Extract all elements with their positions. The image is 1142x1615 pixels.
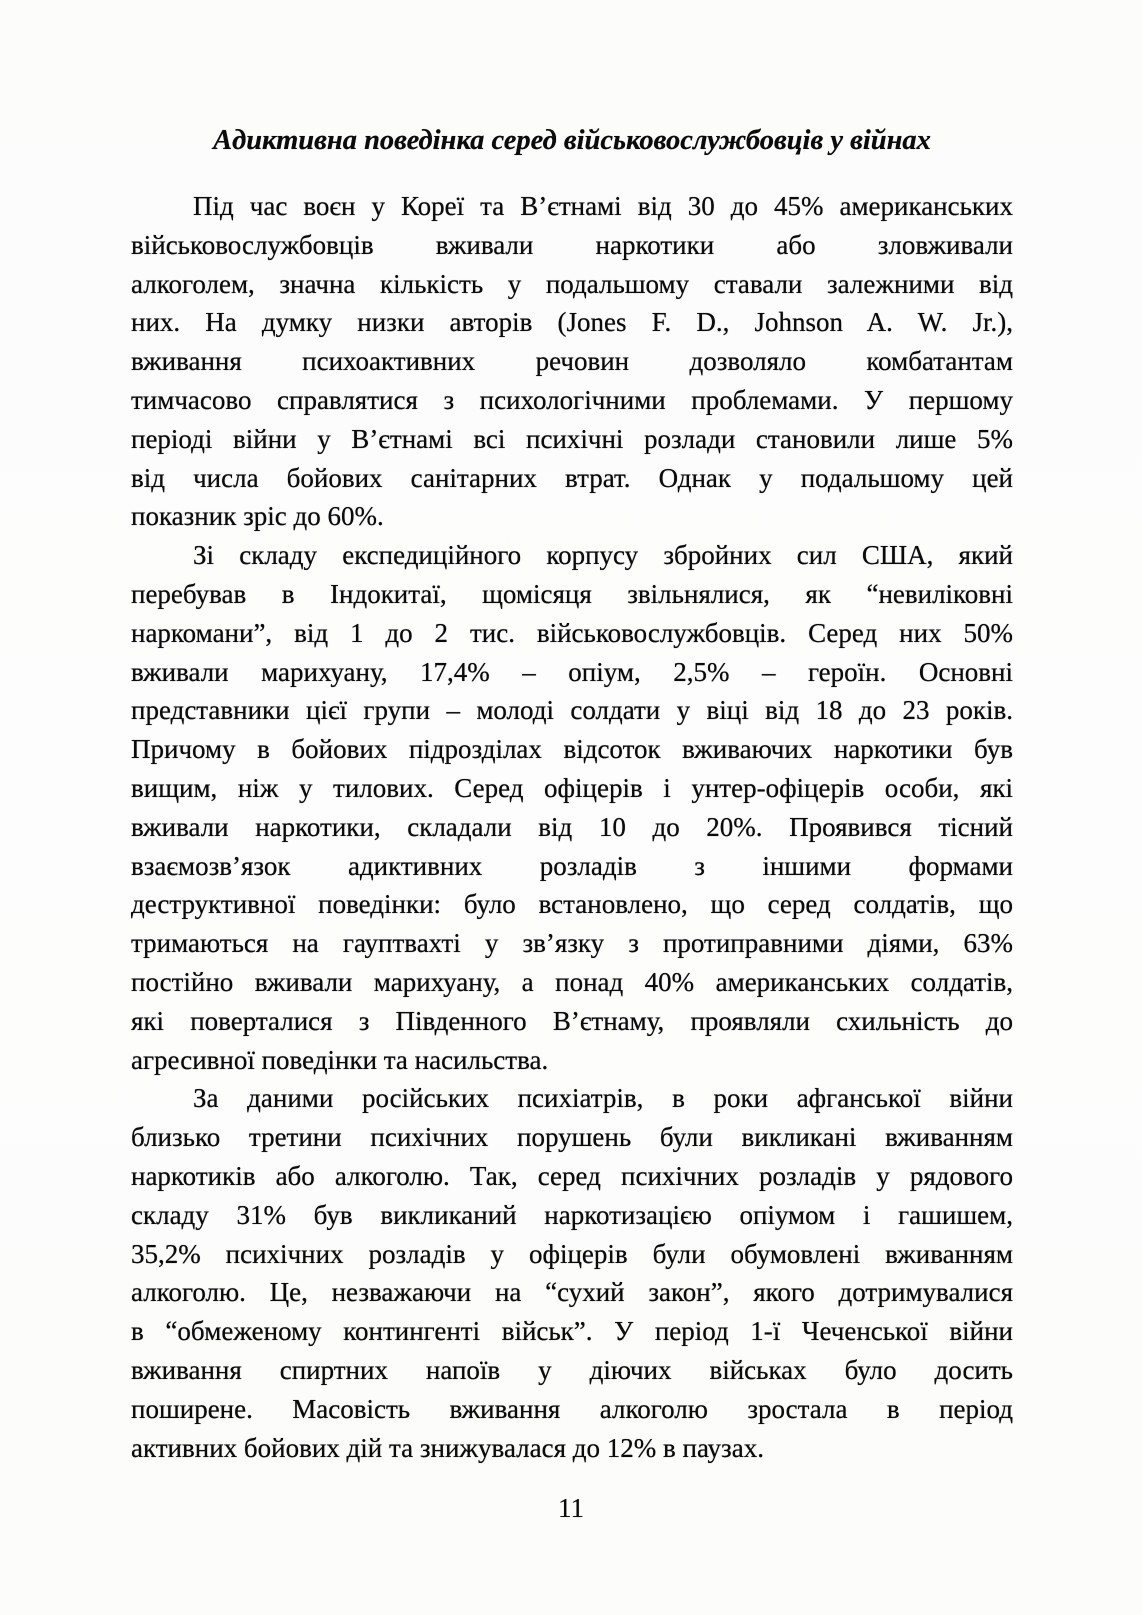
text-line: поширене. Масовість вживання алкоголю зростала в період: [131, 1393, 1013, 1424]
text-line: За даними російських психіатрів, в роки афганської війни: [193, 1083, 1013, 1114]
text-line: представники цієї групи – молоді солдати у віці від 18 до 23 років.: [131, 695, 1013, 726]
text-line: вживання психоактивних речовин дозволяло комбатантам: [131, 346, 1013, 377]
text-line: вищим, ніж у тилових. Серед офіцерів і унтер-офіцерів особи, які: [131, 772, 1013, 803]
paragraph: [131, 187, 1013, 536]
text-line: від числа бойових санітарних втрат. Однак у подальшому цей: [131, 462, 1013, 493]
text-line: які поверталися з Південного В’єтнаму, проявляли схильність до: [131, 1005, 1013, 1036]
text-line: в “обмеженому контингенті військ”. У період 1-ї Чеченської війни: [131, 1316, 1013, 1347]
text-line: показник зріс до 60%.: [131, 501, 384, 532]
text-line: постійно вживали марихуану, а понад 40% американських солдатів,: [131, 966, 1013, 997]
text-line: складу 31% був викликаний наркотизацією опіумом і гашишем,: [131, 1199, 1013, 1230]
page-title: Адиктивна поведінка серед військовослужбовців у війнах: [213, 125, 931, 156]
text-line: Під час воєн у Кореї та В’єтнамі від 30 до 45% американських: [193, 191, 1013, 221]
text-line: вживали марихуану, 17,4% – опіум, 2,5% – героїн. Основні: [131, 656, 1013, 687]
document-body: [131, 187, 1013, 1467]
text-line: військовослужбовців вживали наркотики або зловживали: [131, 229, 1013, 260]
page-number: 11: [558, 1493, 584, 1523]
text-line: близько третини психічних порушень були викликані вживанням: [131, 1122, 1013, 1153]
text-line: наркомани”, від 1 до 2 тис. військовослужбовців. Серед них 50%: [131, 617, 1013, 648]
text-line: деструктивної поведінки: було встановлено, що серед солдатів, що: [131, 889, 1013, 920]
text-line: алкоголю. Це, незважаючи на “сухий закон”, якого дотримувалися: [131, 1277, 1013, 1308]
text-line: алкоголем, значна кількість у подальшому ставали залежними від: [131, 268, 1013, 299]
text-line: перебував в Індокитаї, щомісяця звільнялися, як “невиліковні: [131, 578, 1013, 609]
text-line: активних бойових дій та знижувалася до 12% в паузах.: [131, 1432, 764, 1463]
paragraph: [131, 536, 1013, 1079]
text-line: Причому в бойових підрозділах відсоток вживаючих наркотики був: [131, 734, 1013, 765]
text-line: Зі складу експедиційного корпусу збройних сил США, який: [193, 540, 1013, 571]
text-line: тимчасово справлятися з психологічними проблемами. У першому: [131, 384, 1013, 415]
text-line: 35,2% психічних розладів у офіцерів були обумовлені вживанням: [131, 1238, 1013, 1269]
text-line: тримаються на гауптвахті у зв’язку з протиправними діями, 63%: [131, 928, 1013, 959]
text-line: періоді війни у В’єтнамі всі психічні розлади становили лише 5%: [131, 423, 1013, 454]
text-line: них. На думку низки авторів (Jones F. D., Johnson A. W. Jr.),: [131, 307, 1013, 338]
text-line: наркотиків або алкоголю. Так, серед психічних розладів у рядового: [131, 1160, 1013, 1191]
text-line: вживання спиртних напоїв у діючих військах було досить: [131, 1354, 1013, 1385]
paragraph: [131, 1079, 1013, 1467]
text-line: вживали наркотики, складали від 10 до 20%. Проявився тісний: [131, 811, 1013, 842]
text-line: взаємозв’язок адиктивних розладів з іншими формами: [131, 850, 1013, 881]
text-line: агресивної поведінки та насильства.: [131, 1044, 549, 1075]
